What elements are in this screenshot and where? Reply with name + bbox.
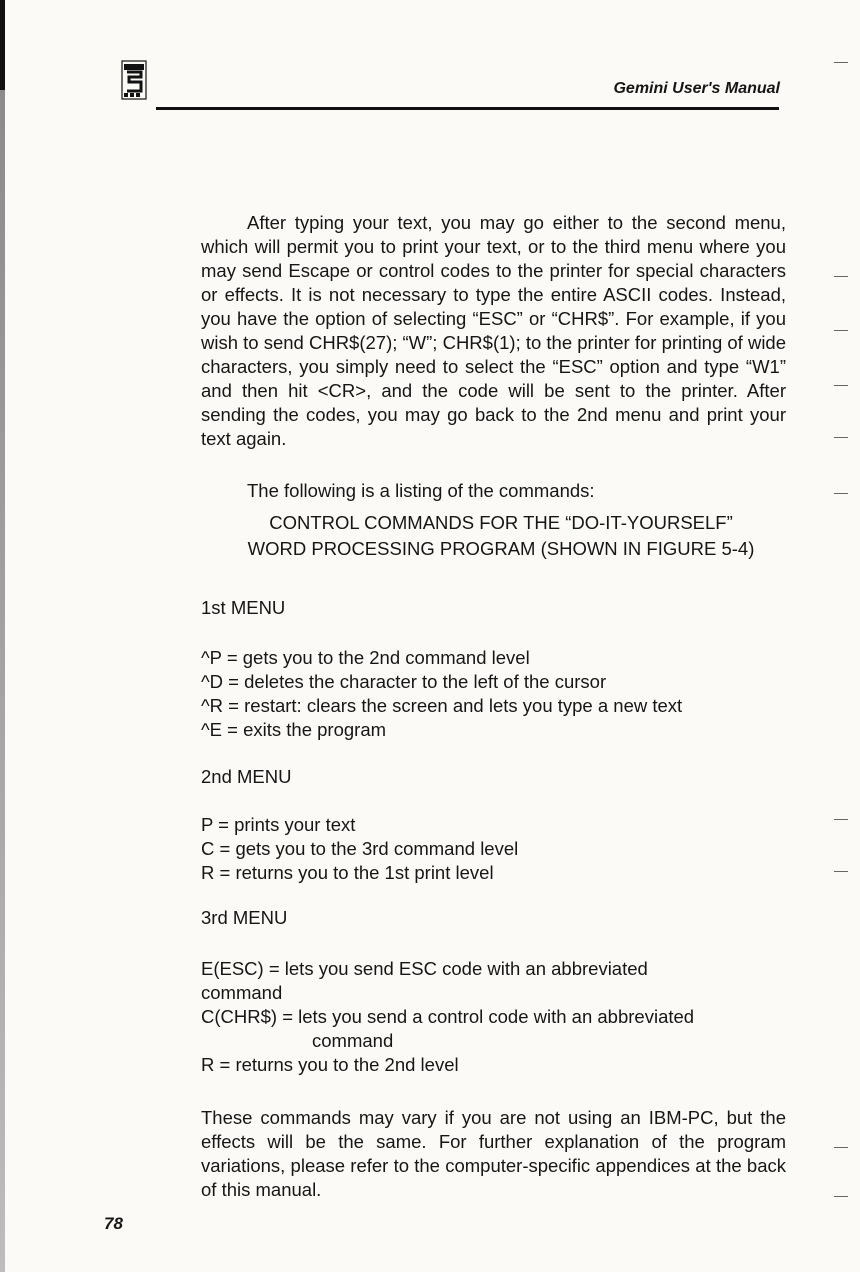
margin-tick — [834, 276, 848, 277]
command-item: C = gets you to the 3rd command level — [201, 838, 519, 859]
command-item: ^E = exits the program — [201, 719, 387, 740]
command-item: ^P = gets you to the 2nd command level — [201, 647, 530, 668]
page-number: 78 — [104, 1214, 123, 1233]
command-item: command — [201, 982, 283, 1003]
listing-intro-section — [247, 479, 832, 503]
command-item: R = returns you to the 1st print level — [201, 862, 494, 883]
margin-tick — [834, 1196, 848, 1197]
first-menu-commands — [201, 646, 682, 742]
command-item: R = returns you to the 2nd level — [201, 1054, 459, 1075]
closing-section — [201, 1106, 786, 1202]
running-head-title: Gemini User's Manual — [613, 80, 780, 97]
closing-paragraph: These commands may vary if you are not using an IBM-PC, but the effects will be the same. For further explanation of the program variations, please refer to the computer-specific appendices at the back of this manual. — [201, 1107, 786, 1200]
margin-tick — [834, 871, 848, 872]
second-menu-commands — [201, 813, 518, 885]
command-item: C(CHR$) = lets you send a control code with an abbreviated — [201, 1006, 695, 1027]
margin-tick — [834, 493, 848, 494]
commands-heading — [201, 510, 801, 562]
margin-tick — [834, 819, 848, 820]
first-menu-title: 1st MENU — [201, 597, 286, 618]
page-edge-shadow — [0, 0, 5, 1272]
heading-line-1: CONTROL COMMANDS FOR THE “DO-IT-YOURSELF” — [269, 512, 733, 533]
third-menu-commands — [201, 957, 694, 1077]
margin-tick — [834, 385, 848, 386]
intro-section — [201, 211, 786, 451]
listing-intro-text: The following is a listing of the commands: — [247, 480, 595, 501]
intro-paragraph: After typing your text, you may go either to the second menu, which will permit you to print your text, or to the third menu where you may send Escape or control codes to the printer for special characters or effects. It is not necessary to type the entire ASCII codes. Instead, you have the option of selecting “ESC” or “CHR$”. For example, if you wish to send CHR$(27); “W”; CHR$(1); to the printer for printing of wide characters, you simply need to select the “ESC” option and type “W1” and then hit <CR>, and the code will be sent to the printer. After sending the codes, you may go back to the 2nd menu and print your text again. — [201, 212, 787, 449]
header-rule — [156, 107, 779, 110]
margin-tick — [834, 437, 848, 438]
command-item: ^D = deletes the character to the left of the cursor — [201, 671, 607, 692]
margin-tick — [834, 1147, 848, 1148]
margin-tick — [834, 62, 848, 63]
second-menu-title: 2nd MENU — [201, 766, 292, 787]
command-item: P = prints your text — [201, 814, 356, 835]
heading-line-2: WORD PROCESSING PROGRAM (SHOWN IN FIGURE 5-4) — [247, 538, 755, 559]
command-item-continuation: command — [312, 1030, 394, 1051]
chapter-tab-icon — [121, 60, 147, 100]
margin-tick — [834, 330, 848, 331]
third-menu-title: 3rd MENU — [201, 907, 288, 928]
command-item: ^R = restart: clears the screen and lets you type a new text — [201, 695, 683, 716]
command-item: E(ESC) = lets you send ESC code with an abbreviated — [201, 958, 648, 979]
